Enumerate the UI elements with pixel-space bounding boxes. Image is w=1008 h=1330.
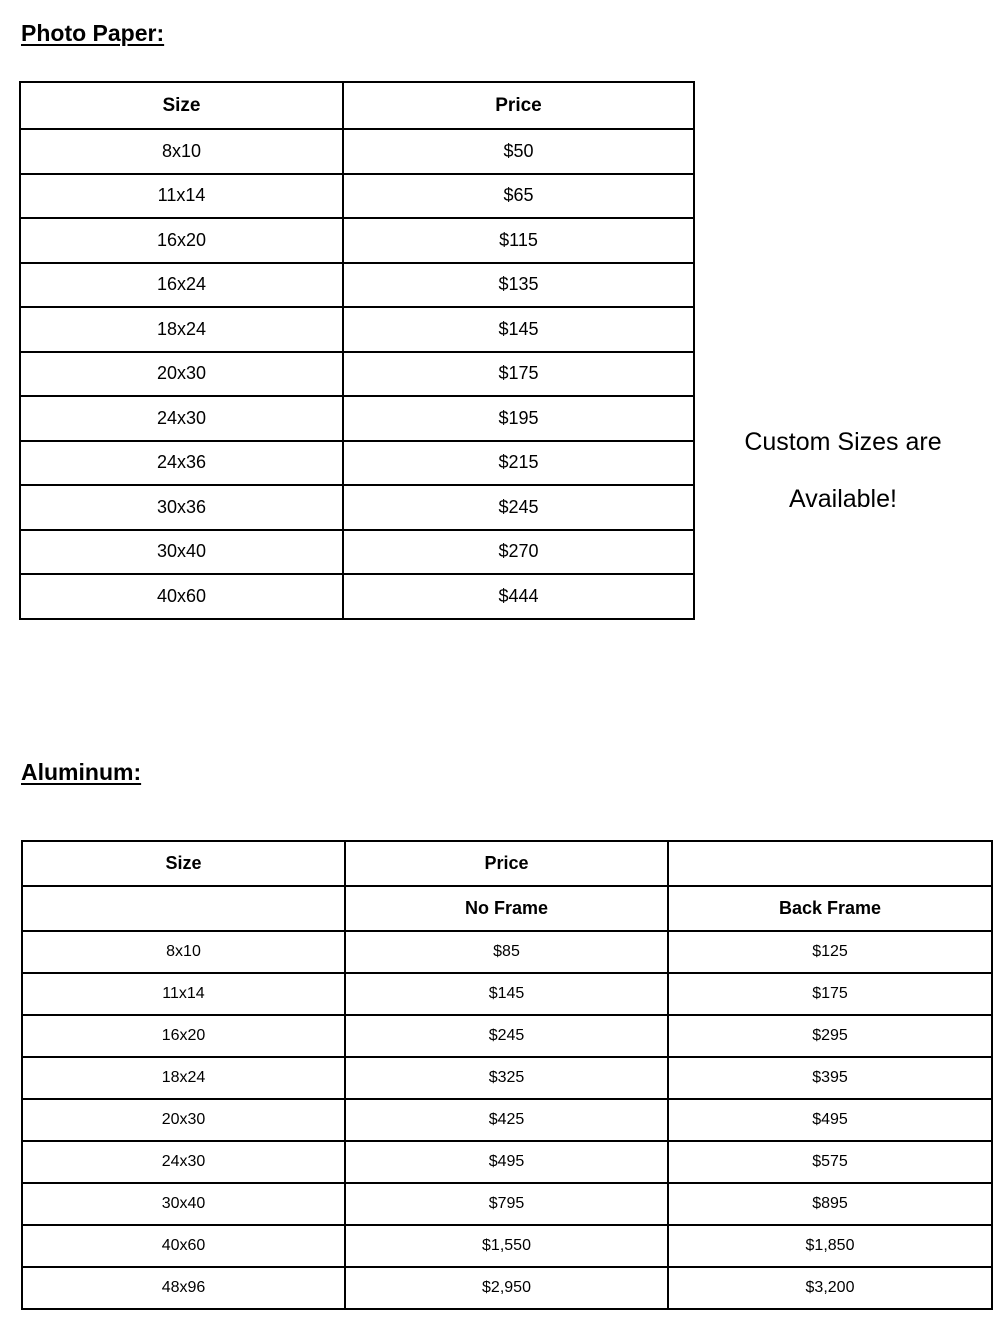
- size-cell: 48x96: [22, 1267, 345, 1309]
- no-frame-price-cell: $145: [345, 973, 668, 1015]
- empty-subheader-cell: [22, 886, 345, 931]
- size-cell: 40x60: [20, 574, 343, 619]
- size-cell: 18x24: [22, 1057, 345, 1099]
- table-row: [22, 1141, 992, 1183]
- table-row: [20, 441, 694, 486]
- size-cell: 24x30: [22, 1141, 345, 1183]
- back-frame-price-cell: $125: [668, 931, 992, 973]
- size-cell: 30x36: [20, 485, 343, 530]
- table-row: [22, 1015, 992, 1057]
- back-frame-price-cell: $1,850: [668, 1225, 992, 1267]
- custom-sizes-note: [712, 414, 974, 528]
- no-frame-price-cell: $245: [345, 1015, 668, 1057]
- price-cell: $115: [343, 218, 694, 263]
- table-row: [22, 973, 992, 1015]
- table-row: [20, 129, 694, 174]
- back-frame-price-cell: $895: [668, 1183, 992, 1225]
- no-frame-column-header: No Frame: [345, 886, 668, 931]
- photo-paper-price-table: [19, 81, 695, 620]
- no-frame-price-cell: $425: [345, 1099, 668, 1141]
- table-row: [20, 263, 694, 308]
- back-frame-column-header: Back Frame: [668, 886, 992, 931]
- table-row: [20, 307, 694, 352]
- size-cell: 18x24: [20, 307, 343, 352]
- back-frame-price-cell: $495: [668, 1099, 992, 1141]
- table-row: [22, 1057, 992, 1099]
- size-cell: 40x60: [22, 1225, 345, 1267]
- table-header-row: [22, 841, 992, 886]
- price-cell: $245: [343, 485, 694, 530]
- size-column-header: Size: [22, 841, 345, 886]
- no-frame-price-cell: $1,550: [345, 1225, 668, 1267]
- table-row: [20, 396, 694, 441]
- no-frame-price-cell: $85: [345, 931, 668, 973]
- size-cell: 20x30: [22, 1099, 345, 1141]
- back-frame-price-cell: $175: [668, 973, 992, 1015]
- table-row: [20, 485, 694, 530]
- back-frame-price-cell: $395: [668, 1057, 992, 1099]
- table-row: [20, 174, 694, 219]
- price-column-header: Price: [343, 82, 694, 129]
- table-row: [22, 1099, 992, 1141]
- table-row: [20, 352, 694, 397]
- table-subheader-row: [22, 886, 992, 931]
- custom-sizes-note-line1: Custom Sizes are: [744, 428, 942, 456]
- size-cell: 16x24: [20, 263, 343, 308]
- size-cell: 16x20: [20, 218, 343, 263]
- aluminum-heading: Aluminum:: [21, 759, 142, 785]
- price-column-header: Price: [345, 841, 668, 886]
- size-cell: 30x40: [20, 530, 343, 575]
- price-cell: $215: [343, 441, 694, 486]
- price-cell: $195: [343, 396, 694, 441]
- table-row: [22, 1183, 992, 1225]
- table-row: [20, 574, 694, 619]
- size-cell: 8x10: [22, 931, 345, 973]
- size-cell: 20x30: [20, 352, 343, 397]
- size-cell: 11x14: [22, 973, 345, 1015]
- table-row: [22, 1267, 992, 1309]
- back-frame-price-cell: $575: [668, 1141, 992, 1183]
- price-cell: $135: [343, 263, 694, 308]
- price-cell: $175: [343, 352, 694, 397]
- table-row: [22, 1225, 992, 1267]
- no-frame-price-cell: $495: [345, 1141, 668, 1183]
- no-frame-price-cell: $325: [345, 1057, 668, 1099]
- price-cell: $145: [343, 307, 694, 352]
- back-frame-price-cell: $3,200: [668, 1267, 992, 1309]
- no-frame-price-cell: $795: [345, 1183, 668, 1225]
- size-cell: 30x40: [22, 1183, 345, 1225]
- empty-header-cell: [668, 841, 992, 886]
- size-cell: 24x36: [20, 441, 343, 486]
- custom-sizes-note-line2: Available!: [789, 485, 897, 513]
- size-column-header: Size: [20, 82, 343, 129]
- price-cell: $50: [343, 129, 694, 174]
- aluminum-price-table: [21, 840, 993, 1310]
- size-cell: 8x10: [20, 129, 343, 174]
- photo-paper-heading: Photo Paper:: [21, 20, 165, 46]
- back-frame-price-cell: $295: [668, 1015, 992, 1057]
- price-cell: $65: [343, 174, 694, 219]
- table-row: [20, 530, 694, 575]
- no-frame-price-cell: $2,950: [345, 1267, 668, 1309]
- size-cell: 24x30: [20, 396, 343, 441]
- price-cell: $444: [343, 574, 694, 619]
- size-cell: 16x20: [22, 1015, 345, 1057]
- table-header-row: [20, 82, 694, 129]
- table-row: [22, 931, 992, 973]
- table-row: [20, 218, 694, 263]
- size-cell: 11x14: [20, 174, 343, 219]
- price-cell: $270: [343, 530, 694, 575]
